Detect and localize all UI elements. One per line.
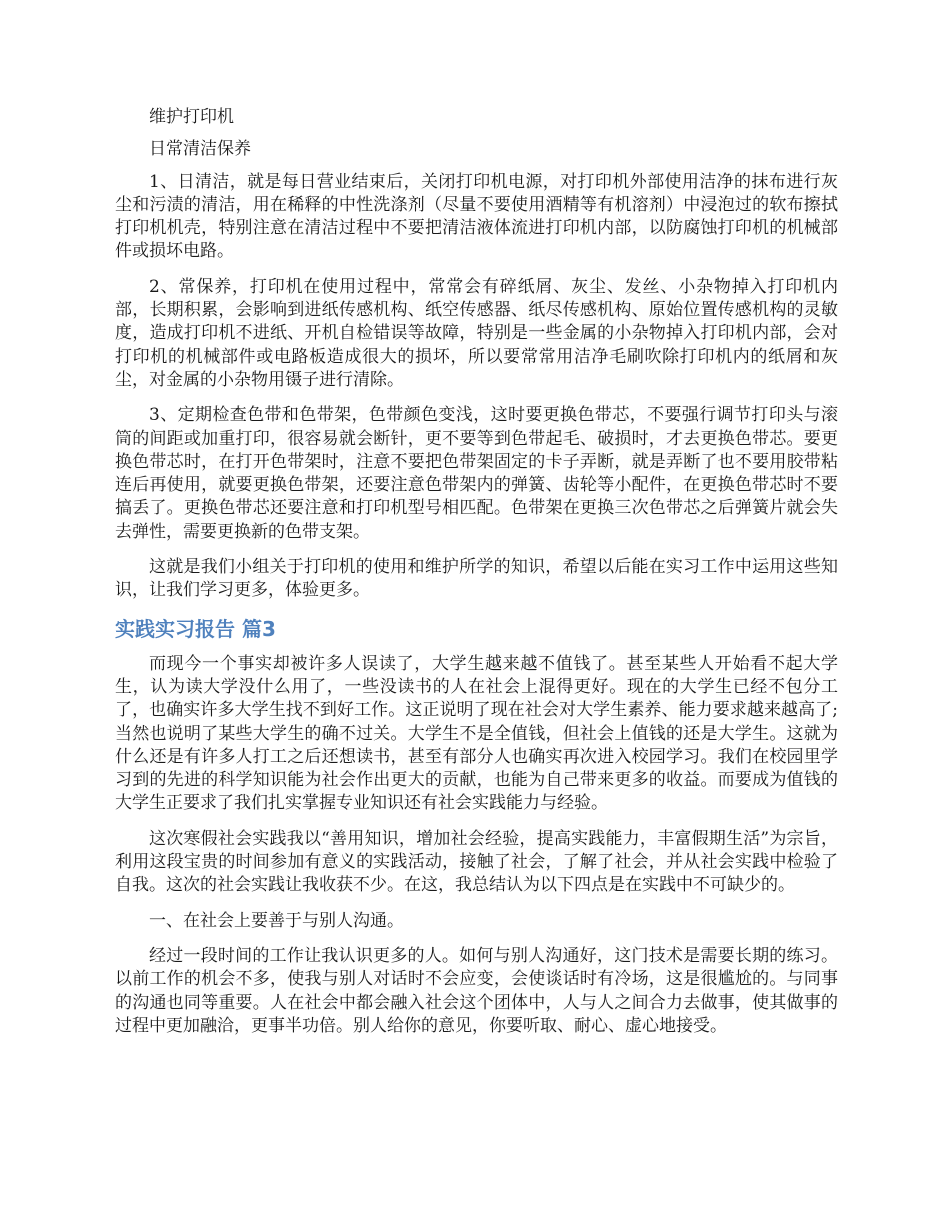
- paragraph-title: 维护打印机: [149, 107, 234, 127]
- paragraph-point-one: 一、在社会上要善于与别人沟通。: [149, 910, 404, 931]
- paragraph-communication: 经过一段时间的工作让我认识更多的人。如何与别人沟通好，这门技术是需要长期的练习。以前工作的机会不多，使我与别人对话时不会应变，会使谈话时有冷场，这是很尴尬的。与同事的沟通也同等重要。人在社会中都会融入社会这个团体中，人与人之间合力去做事，使其做事的过程中更加融洽，更事半功倍。别人给你的意见，你要听取、耐心、虚心地接受。: [115, 945, 838, 1036]
- paragraph-subtitle: 日常清洁保养: [149, 139, 251, 160]
- paragraph-intro: 而现今一个事实却被许多人误读了，大学生越来越不值钱了。甚至某些人开始看不起大学生，认为读大学没什么用了，一些没读书的人在社会上混得更好。现在的大学生已经不包分工了，也确实许多大学生找不到好工作。这正说明了现在社会对大学生素养、能力要求越来越高了;当然也说明了某些大学生的确不过关。大学生不是全值钱，但社会上值钱的还是大学生。这就为什么还是有许多人打工之后还想读书，甚至有部分人也确实再次进入校园学习。我们在校园里学习到的先进的科学知识能为社会作出更大的贡献，也能为自己带来更多的收益。而要成为值钱的大学生正要求了我们扎实掌握专业知识还有社会实践能力与经验。: [115, 653, 838, 814]
- paragraph-ribbon-check: 3、定期检查色带和色带架，色带颜色变浅，这时要更换色带芯，不要强行调节打印头与滚筒的间距或加重打印，很容易就会断针，更不要等到色带起毛、破损时，才去更换色带芯。要更换色带芯时，在打开色带架时，注意不要把色带架固定的卡子弄断，就是弄断了也不要用胶带粘连后再使用，就要更换色带架，还要注意色带架内的弹簧、齿轮等小配件，在更换色带芯时不要搞丢了。更换色带芯还要注意和打印机型号相匹配。色带架在更换三次色带芯之后弹簧片就会失去弹性，需要更换新的色带支架。: [115, 405, 838, 542]
- paragraph-practice: 这次寒假社会实践我以“善用知识，增加社会经验，提高实践能力，丰富假期生活”为宗旨，利用这段宝贵的时间参加有意义的实践活动，接触了社会，了解了社会，并从社会实践中检验了自我。这次的社会实践让我收获不少。在这，我总结认为以下四点是在实践中不可缺少的。: [115, 828, 838, 896]
- document-body: [115, 106, 838, 1050]
- paragraph-summary: 这就是我们小组关于打印机的使用和维护所学的知识，希望以后能在实习工作中运用这些知识，让我们学习更多，体验更多。: [115, 557, 838, 601]
- paragraph-regular-maintenance: 2、常保养，打印机在使用过程中，常常会有碎纸屑、灰尘、发丝、小杂物掉入打印机内部，长期积累，会影响到进纸传感机构、纸空传感器、纸尽传感机构、原始位置传感机构的灵敏度，造成打印机不进纸、开机自检错误等故障，特别是一些金属的小杂物掉入打印机内部，会对打印机的机械部件或电路板造成很大的损坏，所以要常常用洁净毛刷吹除打印机内的纸屑和灰尘，对金属的小杂物用镊子进行清除。: [115, 276, 838, 390]
- paragraph-daily-cleaning: 1、日清洁，就是每日营业结束后，关闭打印机电源，对打印机外部使用洁净的抹布进行灰尘和污渍的清洁，用在稀释的中性洗涤剂（尽量不要使用酒精等有机溶剂）中浸泡过的软布擦拭打印机机壳，特别注意在清洁过程中不要把清洁液体流进打印机内部，以防腐蚀打印机的机械部件或损坏电路。: [115, 171, 838, 262]
- section-heading: 实践实习报告 篇3: [115, 616, 276, 641]
